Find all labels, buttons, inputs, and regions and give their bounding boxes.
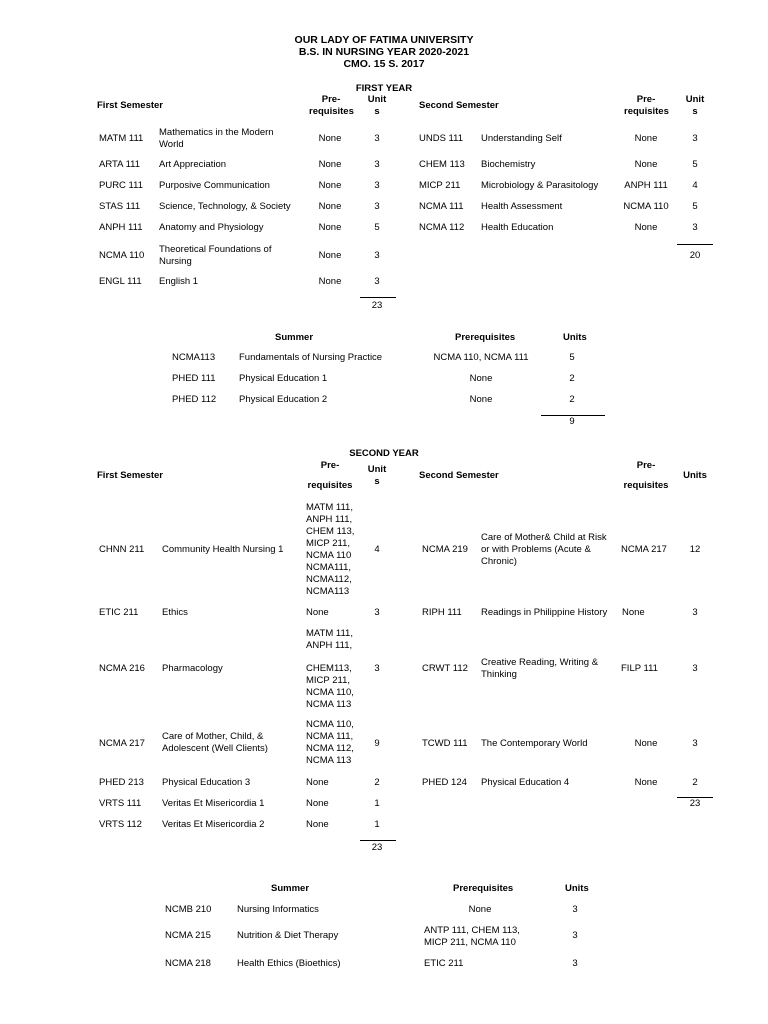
sy-first-sem-total: 23: [371, 842, 383, 853]
course-prereq: None: [622, 607, 645, 618]
course-prereq: None: [306, 819, 329, 830]
course-title: Microbiology & Parasitology: [481, 180, 599, 191]
course-title: Ethics: [162, 607, 188, 618]
course-prereq: None: [318, 180, 342, 191]
course-title: Art Appreciation: [159, 159, 227, 170]
course-title: Fundamentals of Nursing Practice: [239, 352, 383, 363]
course-units: 3: [374, 201, 380, 212]
course-code: NCMA 112: [419, 222, 465, 233]
course-units: 3: [374, 250, 380, 261]
course-code: PHED 124: [422, 777, 467, 788]
course-code: ARTA 111: [99, 159, 141, 170]
course-units: 3: [692, 222, 698, 233]
course-title: Nutrition & Diet Therapy: [237, 930, 339, 941]
course-code: NCMA113: [172, 352, 216, 363]
sy-summer-label: Summer: [271, 883, 310, 894]
course-prereq: None: [318, 222, 342, 233]
course-title: Care of Mother& Child at Risk or with Problems (Acute & Chronic): [481, 532, 607, 567]
course-units: 3: [374, 159, 380, 170]
fy-second-sem-units-header: Unit s: [685, 94, 705, 117]
course-units: 12: [689, 544, 701, 555]
course-prereq: NCMA 217: [621, 544, 667, 555]
course-units: 1: [374, 798, 380, 809]
course-prereq: None: [306, 777, 329, 788]
course-units: 2: [374, 777, 380, 788]
course-code: TCWD 111: [422, 738, 468, 749]
course-code: PHED 112: [172, 394, 217, 405]
course-units: 5: [569, 352, 575, 363]
course-title: Biochemistry: [481, 159, 536, 170]
course-units: 3: [374, 180, 380, 191]
fy-second-sem-prereq-header: Pre- requisites: [624, 94, 669, 117]
second-year-title: SECOND YEAR: [349, 448, 419, 459]
course-prereq: None: [306, 798, 329, 809]
sy-first-sem-prereq-header-1: Pre-: [320, 460, 340, 471]
course-prereq: None: [469, 373, 493, 384]
course-prereq: None: [634, 159, 658, 170]
fy-first-sem-label: First Semester: [97, 100, 164, 111]
course-units: 5: [692, 159, 698, 170]
course-title: Science, Technology, & Society: [159, 201, 291, 212]
course-title: Nursing Informatics: [237, 904, 319, 915]
course-code: STAS 111: [99, 201, 141, 212]
course-prereq: NCMA 110, NCMA 111, NCMA 112, NCMA 113: [306, 719, 354, 766]
course-code: PHED 111: [172, 373, 216, 384]
course-units: 3: [374, 663, 380, 674]
sy-first-sem-prereq-header-2: requisites: [307, 480, 353, 491]
course-units: 1: [374, 819, 380, 830]
fy-first-sem-units-header: Unit s: [367, 94, 387, 117]
fy-second-sem-total: 20: [689, 250, 701, 261]
sy-first-sem-total-rule: [360, 840, 396, 841]
fy-summer-total: 9: [569, 416, 575, 427]
course-code: ANPH 111: [99, 222, 143, 233]
course-units: 3: [374, 276, 380, 287]
course-prereq: CHEM113, MICP 211, NCMA 110, NCMA 113: [306, 663, 354, 710]
course-units: 5: [692, 201, 698, 212]
course-code: VRTS 111: [99, 798, 142, 809]
fy-second-sem-total-rule: [677, 244, 713, 245]
course-units: 3: [572, 904, 578, 915]
course-title: Mathematics in the Modern World: [159, 127, 274, 150]
course-code: NCMB 210: [165, 904, 212, 915]
course-prereq: None: [634, 738, 658, 749]
course-units: 3: [374, 607, 380, 618]
course-code: NCMA 216: [99, 663, 145, 674]
course-code: MATM 111: [99, 133, 144, 144]
program-title: B.S. IN NURSING YEAR 2020-2021: [298, 46, 470, 58]
course-title: Physical Education 4: [481, 777, 570, 788]
course-units: 3: [692, 738, 698, 749]
course-title: Physical Education 1: [239, 373, 328, 384]
fy-second-sem-label: Second Semester: [419, 100, 499, 111]
course-title: Pharmacology: [162, 663, 223, 674]
course-title: Health Ethics (Bioethics): [237, 958, 341, 969]
course-code: RIPH 111: [422, 607, 462, 618]
course-title: Physical Education 3: [162, 777, 251, 788]
university-title: OUR LADY OF FATIMA UNIVERSITY: [294, 34, 474, 46]
course-code: CRWT 112: [422, 663, 468, 674]
course-code: PHED 213: [99, 777, 144, 788]
course-prereq: None: [468, 904, 492, 915]
course-prereq: MATM 111, ANPH 111,: [306, 628, 353, 651]
course-prereq: None: [306, 607, 329, 618]
course-prereq: None: [634, 777, 658, 788]
fy-summer-label: Summer: [275, 332, 314, 343]
course-units: 4: [692, 180, 698, 191]
first-year-title: FIRST YEAR: [355, 83, 413, 94]
course-code: NCMA 219: [422, 544, 468, 555]
course-units: 3: [572, 930, 578, 941]
fy-first-sem-total: 23: [371, 300, 383, 311]
course-prereq: None: [634, 133, 658, 144]
course-prereq: None: [318, 159, 342, 170]
course-code: NCMA 218: [165, 958, 211, 969]
course-title: Health Education: [481, 222, 554, 233]
course-code: CHEM 113: [419, 159, 465, 170]
course-code: ETIC 211: [99, 607, 139, 618]
course-title: English 1: [159, 276, 199, 287]
fy-first-sem-prereq-header: Pre- requisites: [309, 94, 354, 117]
course-title: Understanding Self: [481, 133, 562, 144]
course-code: NCMA 111: [419, 201, 464, 212]
course-code: CHNN 211: [99, 544, 145, 555]
sy-second-sem-units-header: Units: [683, 470, 707, 481]
course-title: Veritas Et Misericordia 1: [162, 798, 265, 809]
course-code: VRTS 112: [99, 819, 142, 830]
course-title: Anatomy and Physiology: [159, 222, 264, 233]
sy-summer-units-header: Units: [565, 883, 589, 894]
course-prereq: NCMA 110, NCMA 111: [433, 352, 529, 363]
course-title: The Contemporary World: [481, 738, 588, 749]
course-code: PURC 111: [99, 180, 143, 191]
course-units: 3: [692, 663, 698, 674]
course-units: 4: [374, 544, 380, 555]
course-prereq: NCMA 110: [623, 201, 669, 212]
course-units: 3: [692, 607, 698, 618]
course-units: 2: [569, 394, 575, 405]
course-title: Creative Reading, Writing & Thinking: [481, 657, 599, 680]
course-title: Health Assessment: [481, 201, 563, 212]
course-prereq: None: [318, 133, 342, 144]
course-units: 3: [572, 958, 578, 969]
course-code: UNDS 111: [419, 133, 463, 144]
course-units: 5: [374, 222, 380, 233]
course-title: Theoretical Foundations of Nursing: [159, 244, 272, 267]
course-prereq: ANTP 111, CHEM 113, MICP 211, NCMA 110: [424, 925, 520, 948]
course-code: NCMA 215: [165, 930, 211, 941]
course-prereq: MATM 111, ANPH 111, CHEM 113, MICP 211, NCMA 110 NCMA111, NCMA112, NCMA113: [306, 502, 355, 597]
course-prereq: None: [318, 276, 342, 287]
course-prereq: FILP 111: [621, 663, 658, 674]
course-units: 9: [374, 738, 380, 749]
course-title: Care of Mother, Child, & Adolescent (Well Clients): [162, 731, 268, 754]
course-title: Readings in Philippine History: [481, 607, 608, 618]
sy-second-sem-prereq-header-1: Pre-: [636, 460, 656, 471]
course-title: Community Health Nursing 1: [162, 544, 284, 555]
course-code: ENGL 111: [99, 276, 142, 287]
fy-summer-prereq-header: Prerequisites: [455, 332, 516, 343]
fy-first-sem-total-rule: [360, 297, 396, 298]
course-units: 3: [692, 133, 698, 144]
course-prereq: None: [318, 250, 342, 261]
course-code: NCMA 110: [99, 250, 145, 261]
sy-second-sem-label: Second Semester: [419, 470, 499, 481]
cmo-title: CMO. 15 S. 2017: [343, 58, 425, 70]
sy-second-sem-prereq-header-2: requisites: [623, 480, 669, 491]
sy-summer-prereq-header: Prerequisites: [453, 883, 514, 894]
course-code: NCMA 217: [99, 738, 145, 749]
course-prereq: ETIC 211: [424, 958, 464, 969]
course-title: Veritas Et Misericordia 2: [162, 819, 265, 830]
course-units: 2: [569, 373, 575, 384]
sy-second-sem-total: 23: [689, 798, 701, 809]
course-title: Purposive Communication: [159, 180, 270, 191]
fy-summer-units-header: Units: [563, 332, 587, 343]
course-title: Physical Education 2: [239, 394, 328, 405]
sy-first-sem-units-header: Unit s: [367, 464, 387, 487]
course-prereq: None: [469, 394, 493, 405]
course-prereq: None: [318, 201, 342, 212]
course-prereq: None: [634, 222, 658, 233]
sy-first-sem-label: First Semester: [97, 470, 164, 481]
course-units: 2: [692, 777, 698, 788]
course-code: MICP 211: [419, 180, 461, 191]
course-prereq: ANPH 111: [624, 180, 668, 191]
course-units: 3: [374, 133, 380, 144]
